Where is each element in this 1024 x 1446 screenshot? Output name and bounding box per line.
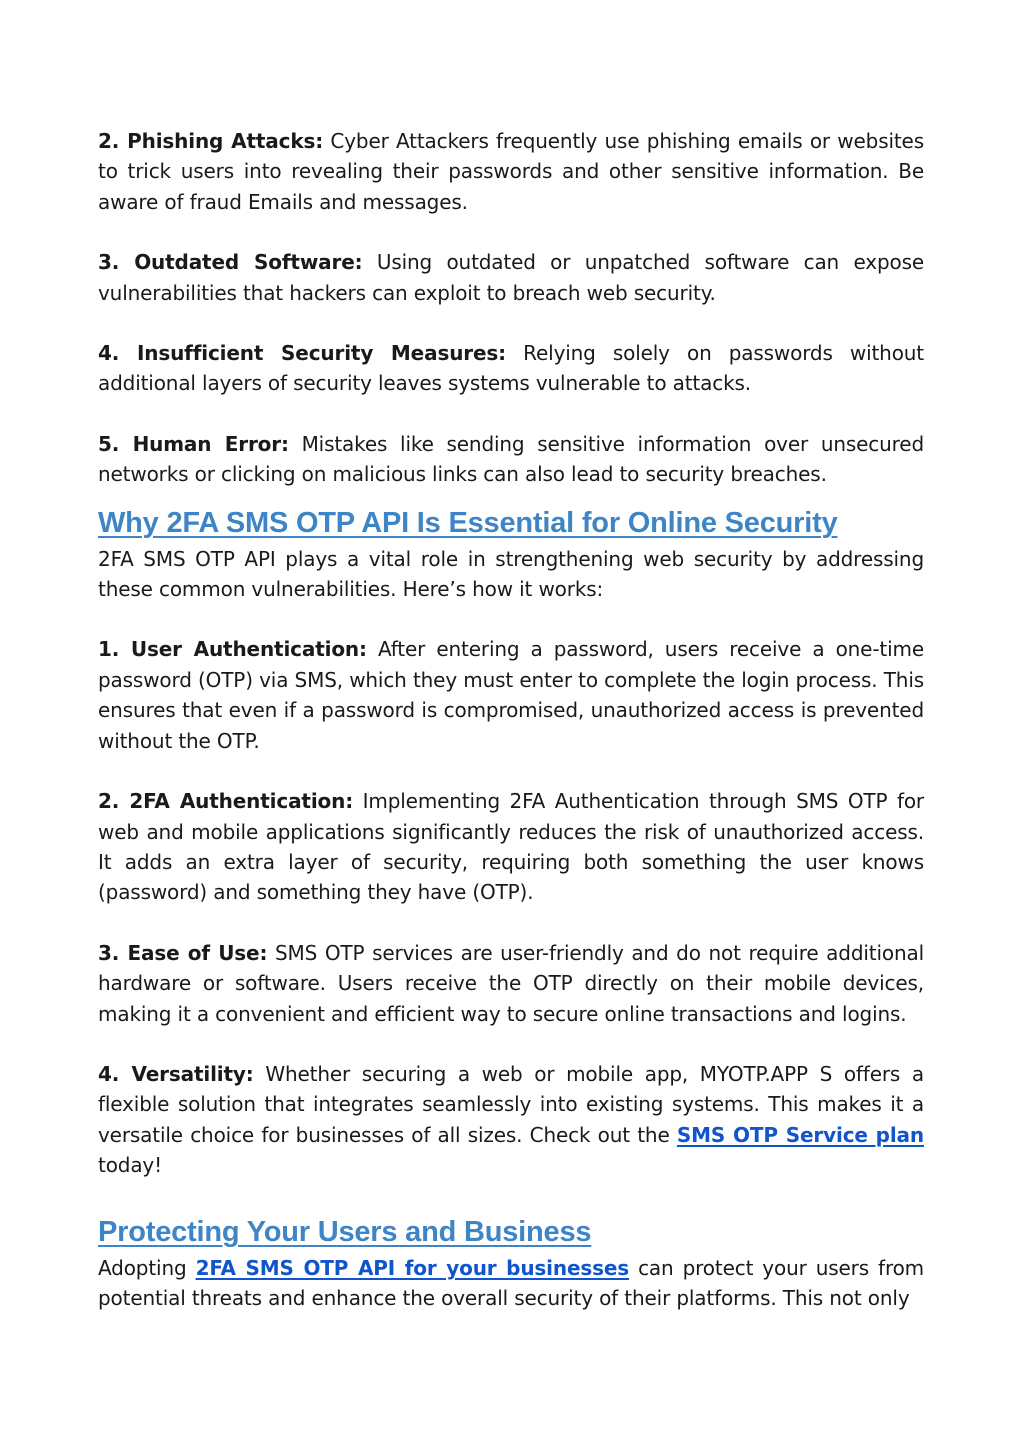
paragraph-lead: 3. Ease of Use:	[98, 940, 268, 965]
paragraph-text: Implementing 2FA Authentication through SMS OTP for web and mobile applications significantly reduces the risk of unauthorized access. It adds an extra layer of security, requiring both something the user knows (password) and something they have (OTP).	[98, 789, 924, 905]
paragraph-text: Using outdated or unpatched software can expose vulnerabilities that hackers can exploit to breach web security.	[98, 250, 924, 305]
heading-protecting-users: Protecting Your Users and Business	[98, 1215, 592, 1248]
paragraph-lead: 1. User Authentication:	[98, 637, 367, 662]
paragraph-why-intro: 2FA SMS OTP API plays a vital role in strengthening web security by addressing these common vulnerabilities. Here’s how it works:	[98, 546, 924, 602]
paragraph-lead: 2. Phishing Attacks:	[98, 129, 324, 153]
paragraph-user-authentication	[98, 634, 924, 756]
paragraph-outdated-software	[98, 247, 924, 308]
paragraph-text: After entering a password, users receive a one-time password (OTP) via SMS, which they must enter to complete the login process. This ensures that even if a password is compromised, unauthorized access is prevented without the OTP.	[98, 637, 924, 753]
paragraph-text: Mistakes like sending sensitive information over unsecured networks or clicking on malicious links can also lead to security breaches.	[98, 431, 924, 487]
paragraph-text: today!	[98, 1153, 162, 1178]
paragraph-protecting-intro	[98, 1253, 924, 1314]
paragraph-text: Adopting	[98, 1255, 196, 1280]
paragraph-insufficient-security	[98, 338, 924, 399]
document-page	[98, 126, 924, 1313]
paragraph-lead: 3. Outdated Software:	[98, 250, 363, 275]
paragraph-2fa-authentication	[98, 786, 924, 908]
paragraph-phishing-attacks	[98, 126, 924, 217]
paragraph-lead: 4. Insufficient Security Measures:	[98, 341, 507, 366]
paragraph-lead: 4. Versatility:	[98, 1061, 254, 1086]
paragraph-text: Whether securing a web or mobile app, MYOTP.APP S offers a flexible solution that integrates seamlessly into existing systems. This makes it a versatile choice for businesses of all sizes. Check out the	[98, 1061, 924, 1147]
paragraph-lead: 2. 2FA Authentication:	[98, 789, 354, 814]
sms-otp-service-plan-link[interactable]: SMS OTP Service plan	[676, 1122, 924, 1147]
paragraph-text: can protect your users from potential threats and enhance the overall security of their platforms. This not only	[98, 1255, 924, 1310]
paragraph-text: Cyber Attackers frequently use phishing emails or websites to trick users into revealing their passwords and other sensitive information. Be aware of fraud Emails and messages.	[98, 129, 924, 214]
paragraph-ease-of-use	[98, 938, 924, 1029]
paragraph-versatility	[98, 1059, 924, 1181]
heading-why-2fa: Why 2FA SMS OTP API Is Essential for Online Security	[98, 506, 838, 539]
paragraph-human-error	[98, 429, 924, 490]
paragraph-text: SMS OTP services are user-friendly and do not require additional hardware or software. Users receive the OTP directly on their mobile devices, making it a convenient and efficient way to secure online transactions and logins.	[98, 940, 924, 1026]
paragraph-text: Relying solely on passwords without additional layers of security leaves systems vulnerable to attacks.	[98, 341, 925, 396]
2fa-sms-otp-api-link[interactable]: 2FA SMS OTP API for your businesses	[195, 1255, 630, 1280]
paragraph-lead: 5. Human Error:	[98, 431, 289, 456]
